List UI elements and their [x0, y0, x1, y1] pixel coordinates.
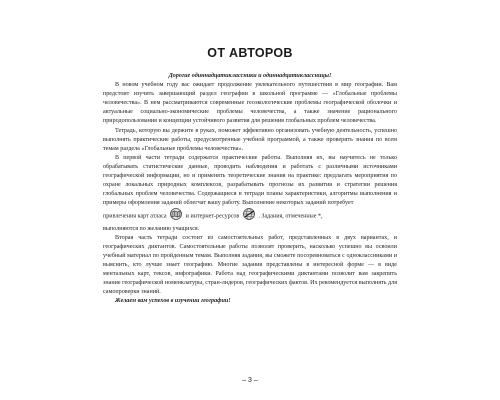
paragraph-1: В новом учебном году вас ожидает продолжение увлекательного путешествия в мир географии. Вам предстоит изучить завершающий раздел географии в школьной программе — «Глобальные проблемы человечества». В нем рассматриваются современные геоэкологические проблемы географической оболочки и актуальные социально-экономические проблемы человечества, а также значение рационального природопользования и концепции устойчивого развития для решения глобальных проблем человечества. [103, 82, 397, 125]
page-title: ОТ АВТОРОВ [207, 46, 293, 60]
body-text [103, 72, 397, 306]
paragraph-2: Тетрадь, которую вы держите в руках, поможет эффективно организовать учебную деятельность, успешно выполнять практические работы, предусмотренные учебной программой, а также проверить знания по всем темам раздела «Глобальные проблемы человечества». [103, 127, 397, 152]
paragraph-resources [103, 208, 397, 233]
page-number: – 3 – [242, 377, 258, 384]
resources-after: . Задания, отмеченные *, [258, 213, 323, 220]
internet-globe-icon [243, 208, 255, 224]
paragraph-4: Вторая часть тетради состоит из самостоятельных работ, представленных в двух вариантах, и географических диктантов. Самостоятельные работы позволят проверить, насколько успешно вы освоили учебный материал по пройденным темам. Выполняя задания, вы сможете посоревноваться с одноклассниками и выяснить, кто лучше знает географию. Многие задания представлены в интересной форме — в виде ментальных карт, тексов, инфографики. Работа над географическими диктантами позволит вам закрепить знание географической номенклатуры, стран-лидеров, географических фактов. Их рекомендуется выполнять для самопроверки знаний. [103, 234, 397, 296]
resources-middle: и интернет-ресурсов [185, 213, 240, 220]
greeting: Дорогие одиннадцатиклассники и одиннадцатиклассницы! [168, 73, 332, 79]
resources-before: привлечения карт атласа [103, 213, 167, 220]
paragraph-3: В первой части тетради содержатся практические работы. Выполняя их, вы научитесь не только обрабатывать статистические данные, проводить наблюдения и работать с различными источниками географической информации, но и применять теоретические знания на практике: предлагать мероприятия по охране локальных природных комплексов, разрабатывать прогнозы их развития и стратегии решения глобальных проблем человечества. Содержащиеся в тетради планы характеристики, алгоритмы выполнения и примеры оформления заданий облегчат вашу работу. Выполнение некоторых заданий потребует [103, 154, 397, 207]
atlas-map-icon [170, 208, 182, 224]
closing-wish: Желаем вам успехов в изучении географии! [115, 298, 231, 305]
resources-last-line: выполняются по желанию учащихся. [103, 225, 200, 232]
